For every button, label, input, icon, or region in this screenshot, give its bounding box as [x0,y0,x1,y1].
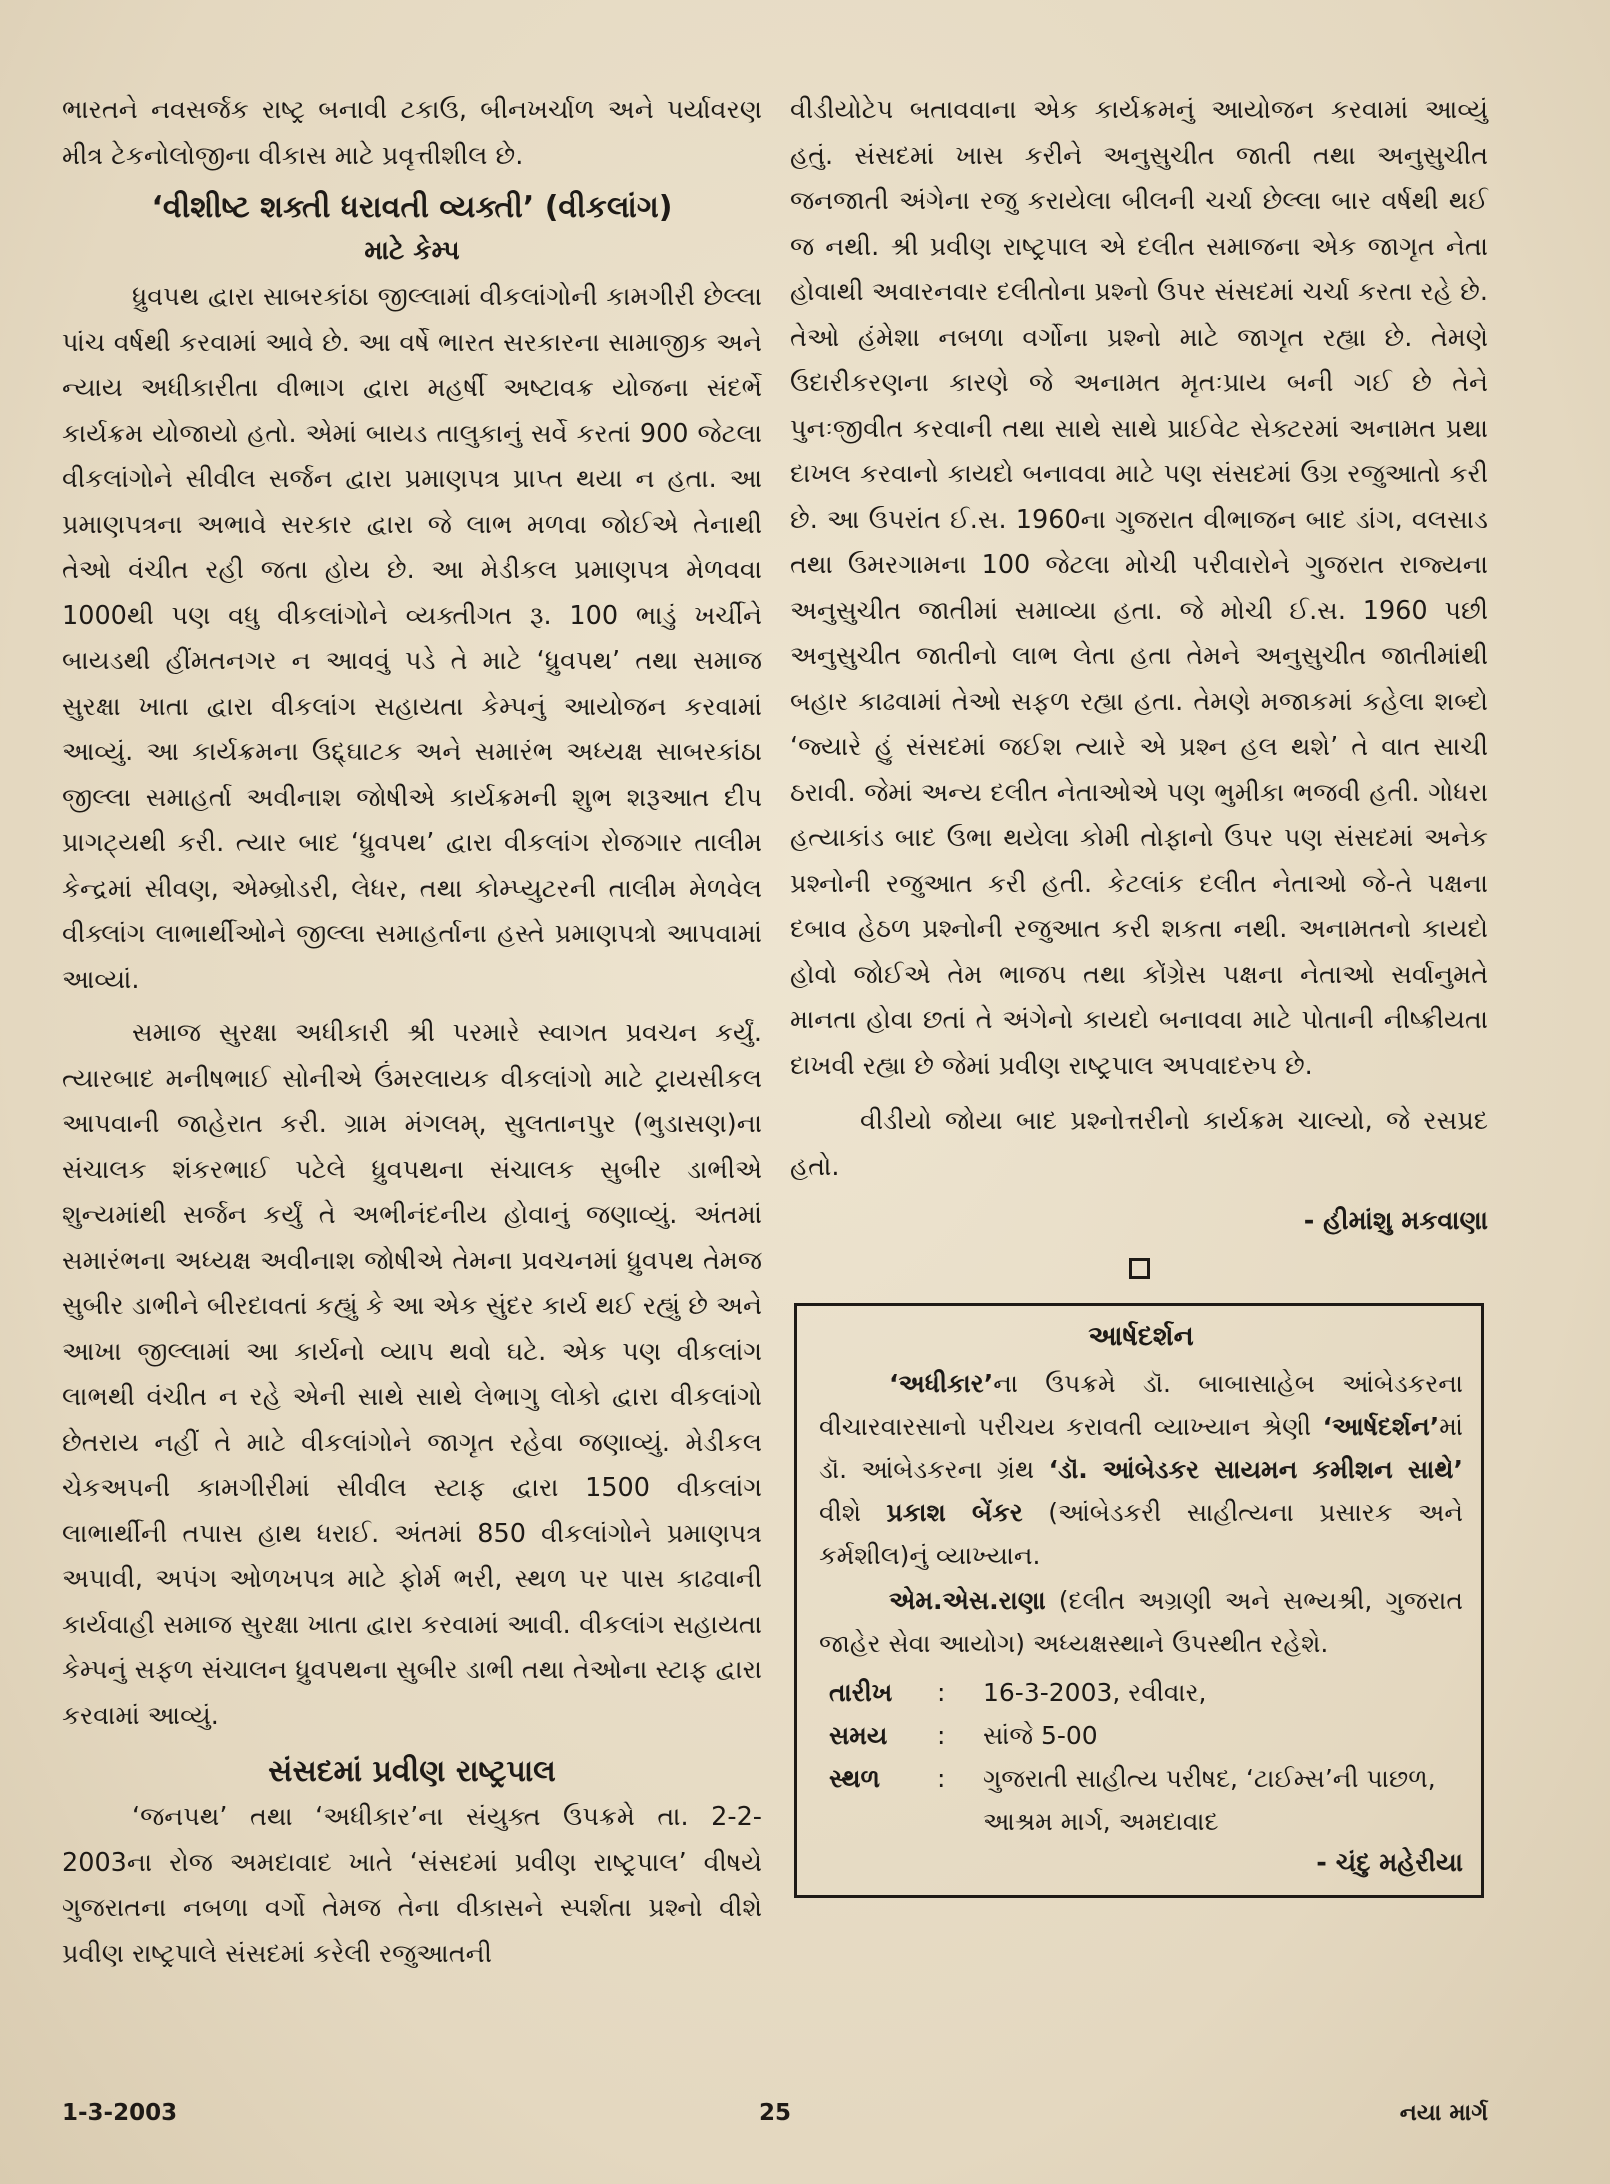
camp-subheading: માટે કેમ્પ [364,236,460,266]
article-signature: - હીમાંશુ મકવાણા [1303,1206,1488,1236]
event-date-row [819,1671,1463,1714]
separator: : [937,1678,946,1707]
section-end-square-icon [790,1258,1488,1283]
event-description [819,1362,1463,1577]
page-number: 25 [758,2100,791,2126]
place-value: ગુજરાતી સાહીત્ય પરીષદ, ‘ટાઈમ્સ’ની પાછળ, આશ્રમ માર્ગ, અમદાવાદ [983,1764,1436,1836]
event-title: આર્ષદર્શન [1088,1321,1194,1352]
camp-paragraph-1: ધ્રુવપથ દ્વારા સાબરકાંઠા જીલ્લામાં વીકલાંગોની કામગીરી છેલ્લા પાંચ વર્ષથી કરવામાં આવે છે. આ વર્ષે ભારત સરકારના સામાજીક અને ન્યાય અધીકારીતા વીભાગ દ્વારા મહર્ષી અષ્ટાવક્ર યોજના સંદર્ભે કાર્યક્રમ યોજાયો હતો. એમાં બાયડ તાલુકાનું સર્વે કરતાં 900 જેટલા વીકલાંગોને સીવીલ સર્જન દ્વારા પ્રમાણપત્ર પ્રાપ્ત થયા ન હતા. આ પ્રમાણપત્રના અભાવે સરકાર દ્વારા જે લાભ મળવા જોઈએ તેનાથી તેઓ વંચીત રહી જતા હોય છે. આ મેડીકલ પ્રમાણપત્ર મેળવવા 1000થી પણ વધુ વીકલાંગોને વ્યક્તીગત રૂ. 100 ભાડું ખર્ચીને બાયડથી હીંમતનગર ન આવવું પડે તે માટે ‘ધ્રુવપથ’ તથા સમાજ સુરક્ષા ખાતા દ્વારા વીકલાંગ સહાયતા કેમ્પનું આયોજન કરવામાં આવ્યું. આ કાર્યક્રમના ઉદ્દ્ઘાટક અને સમારંભ અધ્યક્ષ સાબરકાંઠા જીલ્લા સમાહર્તા અવીનાશ જોષીએ કાર્યક્રમની શુભ શરૂઆત દીપ પ્રાગટ્યથી કરી. ત્યાર બાદ ‘ધ્રુવપથ’ દ્વારા વીકલાંગ રોજગાર તાલીમ કેન્દ્રમાં સીવણ, એમ્બ્રોડરી, લેધર, તથા કોમ્પ્યુટરની તાલીમ મેળવેલ વીક્લાંગ લાભાર્થીઓને જીલ્લા સમાહર્તાના હસ્તે પ્રમાણપત્રો આપવામાં આવ્યાં. [62,282,762,995]
issue-date: 1-3-2003 [62,2100,178,2126]
camp-paragraph-2: સમાજ સુરક્ષા અધીકારી શ્રી પરમારે સ્વાગત પ્રવચન કર્યું. ત્યારબાદ મનીષભાઈ સોનીએ ઉંમરલાયક વીકલાંગો માટે ટ્રાયસીકલ આપવાની જાહેરાત કરી. ગ્રામ મંગલમ્, સુલતાનપુર (ભુડાસણ)ના સંચાલક શંકરભાઈ પટેલે ધ્રુવપથના સંચાલક સુબીર ડાભીએ શુન્યમાંથી સર્જન કર્યું તે અભીનંદનીય હોવાનું જણાવ્યું. અંતમાં સમારંભના અધ્યક્ષ અવીનાશ જોષીએ તેમના પ્રવચનમાં ધ્રુવપથ તેમજ સુબીર ડાભીને બીરદાવતાં કહ્યું કે આ એક સુંદર કાર્ય થઈ રહ્યું છે અને આખા જીલ્લામાં આ કાર્યનો વ્યાપ થવો ઘટે. એક પણ વીકલાંગ લાભથી વંચીત ન રહે એની સાથે સાથે લેભાગુ લોકો દ્વારા વીકલાંગો છેતરાય નહીં તે માટે વીકલાંગોને જાગૃત રહેવા જણાવ્યું. મેડીકલ ચેકઅપની કામગીરીમાં સીવીલ સ્ટાફ દ્વારા 1500 વીકલાંગ લાભાર્થીની તપાસ હાથ ધરાઈ. અંતમાં 850 વીકલાંગોને પ્રમાણપત્ર અપાવી, અપંગ ઓળખપત્ર માટે ફોર્મ ભરી, સ્થળ પર પાસ કાઢવાની કાર્યવાહી સમાજ સુરક્ષા ખાતા દ્વારા કરવામાં આવી. વીકલાંગ સહાયતા કેમ્પનું સફળ સંચાલન ધ્રુવપથના સુબીર ડાભી તથા તેઓના સ્ટાફ દ્વારા કરવામાં આવ્યું. [62,1018,762,1731]
separator: : [937,1721,946,1750]
event-description-text: ના ઉપક્રમે ડૉ. બાબાસાહેબ આંબેડકરના વીચારવારસાનો પરીચય કરાવતી વ્યાખ્યાન શ્રેણી [819,1369,1463,1441]
event-time-row [819,1714,1463,1757]
right-column [790,88,1488,1898]
event-chair [819,1579,1463,1665]
series-name: ‘આર્ષદર્શન’ [1322,1412,1440,1441]
chair-description: (દલીત અગ્રણી અને સભ્યશ્રી, ગુજરાત જાહેર સેવા આયોગ) અધ્યક્ષસ્થાને ઉપસ્થીત રહેશે. [819,1586,1463,1658]
page-footer [62,2100,1488,2140]
camp-heading: ‘વીશીષ્ટ શક્તી ધરાવતી વ્યક્તી’ (વીકલાંગ) [151,190,673,225]
event-description-text: માં ડૉ. આંબેડકરના ગ્રંથ [819,1412,1463,1484]
event-place-row [819,1757,1463,1843]
parliament-continued-paragraph: વીડીયોટેપ બતાવવાના એક કાર્યક્રમનું આયોજન કરવામાં આવ્યું હતું. સંસદમાં ખાસ કરીને અનુસુચીત જાતી તથા અનુસુચીત જનજાતી અંગેના રજુ કરાયેલા બીલની ચર્ચા છેલ્લા બાર વર્ષથી થઈ જ નથી. શ્રી પ્રવીણ રાષ્ટ્રપાલ એ દલીત સમાજના એક જાગૃત નેતા હોવાથી અવારનવાર દલીતોના પ્રશ્નો ઉપર સંસદમાં ચર્ચા કરતા રહે છે. તેઓ હંમેશા નબળા વર્ગોના પ્રશ્નો માટે જાગૃત રહ્યા છે. તેમણે ઉદારીકરણના કારણે જે અનામત મૃતઃપ્રાય બની ગઈ છે તેને પુનઃજીવીત કરવાની તથા સાથે સાથે પ્રાઈવેટ સેક્ટરમાં અનામત પ્રથા દાખલ કરવાનો કાયદો બનાવવા માટે પણ સંસદમાં ઉગ્ર રજુઆતો કરી છે. આ ઉપરાંત ઈ.સ. 1960ના ગુજરાત વીભાજન બાદ ડાંગ, વલસાડ તથા ઉમરગામના 100 જેટલા મોચી પરીવારોને ગુજરાત રાજ્યના અનુસુચીત જાતીમાં સમાવ્યા હતા. જે મોચી ઈ.સ. 1960 પછી અનુસુચીત જાતીનો લાભ લેતા હતા તેમને અનુસુચીત જાતીમાંથી બહાર કાઢવામાં તેઓ સફળ રહ્યા હતા. તેમણે મજાકમાં કહેલા શબ્દો ‘જ્યારે હું સંસદમાં જઈશ ત્યારે એ પ્રશ્ન હલ થશે’ તે વાત સાચી ઠરાવી. જેમાં અન્ય દલીત નેતાઓએ પણ ભુમીકા ભજવી હતી. ગોધરા હત્યાકાંડ બાદ ઉભા થયેલા કોમી તોફાનો ઉપર પણ સંસદમાં અનેક પ્રશ્નોની રજુઆત કરી હતી. કેટલાંક દલીત નેતાઓ જે-તે પક્ષના દબાવ હેઠળ પ્રશ્નોની રજુઆત કરી શકતા નથી. અનામતનો કાયદો હોવો જોઈએ તેમ ભાજપ તથા કોંગ્રેસ પક્ષના નેતાઓ સર્વાનુમતે માનતા હોવા છતાં તે અંગેનો કાયદો બનાવવા માટે પોતાની નીષ્ક્રીયતા દાખવી રહ્યા છે જેમાં પ્રવીણ રાષ્ટ્રપાલ અપવાદરુપ છે. [790,95,1488,1081]
intro-paragraph: ભારતને નવસર્જક રાષ્ટ્ર બનાવી ટકાઉ, બીનખર્ચાળ અને પર્યાવરણ મીત્ર ટેકનોલોજીના વીકાસ માટે પ્રવૃત્તીશીલ છે. [62,95,762,171]
time-value: સાંજે 5-00 [983,1721,1098,1750]
time-label: સમય [829,1721,888,1750]
box-signature: - ચંદુ મહેરીયા [1316,1848,1463,1878]
organizer-name: ‘અધીકાર’ [889,1369,994,1398]
event-announcement-box [794,1303,1484,1898]
event-description-text: વીશે [819,1498,887,1527]
parliament-heading: સંસદમાં પ્રવીણ રાષ્ટ્રપાલ [268,1754,556,1789]
separator: : [937,1764,946,1793]
speaker-name: પ્રકાશ બેંકર [886,1498,1023,1527]
parliament-paragraph: ‘જનપથ’ તથા ‘અધીકાર’ના સંયુક્ત ઉપક્રમે તા. 2-2-2003ના રોજ અમદાવાદ ખાતે ‘સંસદમાં પ્રવીણ રાષ્ટ્રપાલ’ વીષયે ગુજરાતના નબળા વર્ગો તેમજ તેના વીકાસને સ્પર્શતા પ્રશ્નો વીશે પ્રવીણ રાષ્ટ્રપાલે સંસદમાં કરેલી રજુઆતની [62,1802,762,1969]
publication-name: નયા માર્ગ [1399,2100,1488,2126]
date-label: તારીખ [829,1678,893,1707]
date-value: 16-3-2003, રવીવાર, [983,1678,1207,1707]
place-label: સ્થળ [829,1764,881,1793]
chair-name: એમ.એસ.રાણા [889,1586,1046,1615]
left-column [62,88,762,1977]
video-discussion-paragraph: વીડીયો જોયા બાદ પ્રશ્નોત્તરીનો કાર્યક્રમ ચાલ્યો, જે રસપ્રદ હતો. [790,1106,1488,1182]
book-title: ‘ડૉ. આંબેડકર સાયમન કમીશન સાથે’ [1048,1455,1463,1484]
event-description-text: (આંબેડકરી સાહીત્યના પ્રસારક અને કર્મશીલ)નું વ્યાખ્યાન. [819,1498,1463,1570]
